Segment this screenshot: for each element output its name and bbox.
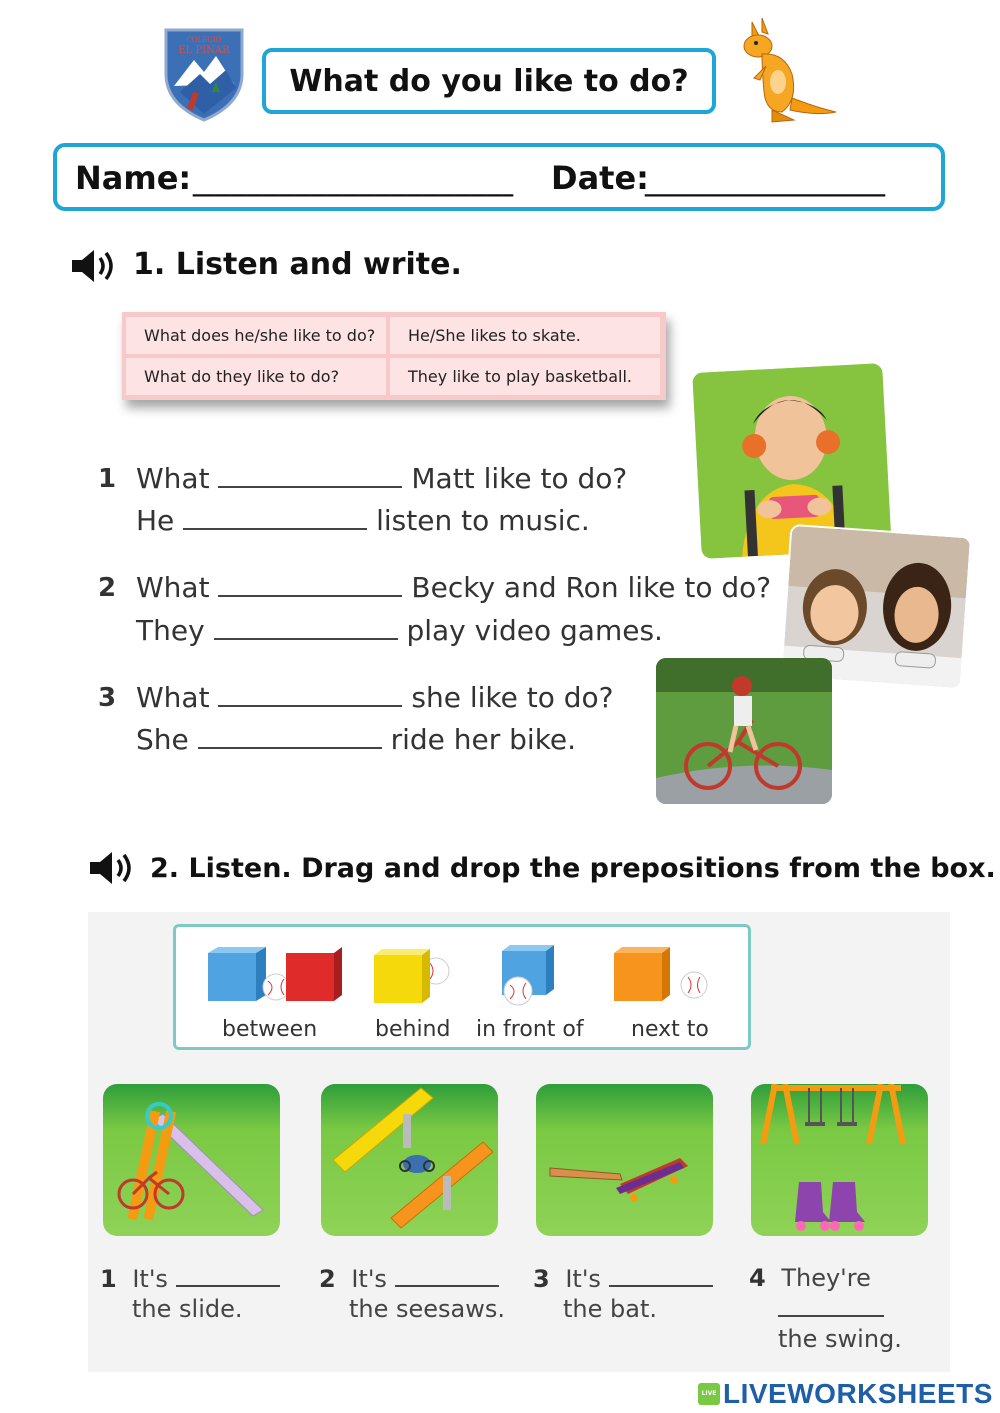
sentence-number: 3 (533, 1265, 550, 1293)
answer-line (136, 504, 590, 537)
section1-number: 1. (133, 247, 166, 282)
sentence-start: It's (565, 1265, 601, 1293)
liveworksheets-badge-icon: LIVE (698, 1383, 720, 1405)
preposition-in-front-of[interactable]: in front of (476, 1017, 584, 1042)
grammar-cell: What do they like to do? (126, 358, 386, 395)
scene-bat (536, 1084, 713, 1236)
behind-illustration (372, 947, 462, 1007)
grammar-table (122, 312, 666, 400)
exercise-number: 2 (98, 573, 117, 603)
name-date-box (53, 143, 945, 211)
preposition-drop-target[interactable] (609, 1263, 713, 1287)
question-start: What (136, 571, 210, 604)
question-end: Matt like to do? (411, 462, 628, 495)
question-line (136, 681, 614, 714)
sentence-1 (100, 1263, 280, 1324)
preposition-drop-target[interactable] (778, 1293, 884, 1317)
answer-start: They (136, 614, 205, 647)
section2-title: Listen. Drag and drop the prepositions from the box. (188, 853, 996, 884)
in-front-of-illustration (496, 943, 566, 1009)
preposition-drop-target[interactable] (395, 1263, 499, 1287)
exercise-number: 3 (98, 683, 117, 713)
sentence-end: the slide. (132, 1295, 243, 1323)
answer-blank[interactable] (183, 506, 367, 530)
logo-text-main: EL PINAR (178, 45, 230, 56)
sentence-end: the seesaws. (349, 1295, 506, 1323)
answer-end: ride her bike. (390, 723, 577, 756)
section1-title: Listen and write. (175, 247, 462, 282)
preposition-box (173, 924, 751, 1050)
grammar-cell: They like to play basketball. (390, 358, 660, 395)
exercise-number: 1 (98, 464, 117, 494)
question-line (136, 571, 771, 604)
question-start: What (136, 681, 210, 714)
sentence-start: It's (132, 1265, 168, 1293)
name-blank[interactable]: ____________________ (193, 159, 513, 197)
answer-blank[interactable] (198, 725, 382, 749)
scene-seesaws (321, 1084, 498, 1236)
date-blank[interactable]: _______________ (645, 159, 885, 197)
section1-heading (133, 247, 462, 282)
preposition-between[interactable]: between (222, 1017, 318, 1042)
liveworksheets-brand: LIVEWORKSHEETS (723, 1378, 993, 1409)
preposition-behind[interactable]: behind (375, 1017, 451, 1042)
between-illustration (206, 947, 346, 1007)
answer-blank[interactable] (218, 683, 402, 707)
sentence-end: the swing. (778, 1325, 902, 1353)
grammar-cell: He/She likes to skate. (390, 317, 660, 354)
scene-slide (103, 1084, 280, 1236)
sentence-start: They're (781, 1264, 871, 1292)
school-logo (160, 22, 248, 122)
logo-text-top: COLEGIO (186, 36, 222, 44)
photo-girl-bike (656, 658, 832, 804)
answer-blank[interactable] (218, 573, 402, 597)
question-end: she like to do? (411, 681, 614, 714)
speaker-icon[interactable] (70, 246, 122, 286)
answer-start: He (136, 504, 175, 537)
sentence-4 (749, 1263, 902, 1354)
sentence-number: 2 (319, 1265, 336, 1293)
answer-blank[interactable] (218, 464, 402, 488)
answer-line (136, 723, 576, 756)
answer-end: listen to music. (376, 504, 590, 537)
section2-number: 2. (150, 853, 180, 884)
scene-swing (751, 1084, 928, 1236)
preposition-drop-target[interactable] (176, 1263, 280, 1287)
sentence-number: 1 (100, 1265, 117, 1293)
worksheet-title: What do you like to do? (262, 48, 716, 114)
sentence-3 (533, 1263, 713, 1324)
answer-start: She (136, 723, 189, 756)
sentence-number: 4 (749, 1264, 766, 1292)
name-label: Name: (75, 159, 192, 197)
sentence-start: It's (351, 1265, 387, 1293)
section2-heading (150, 853, 996, 884)
kangaroo-mascot (732, 8, 842, 130)
answer-line (136, 614, 663, 647)
sentence-end: the bat. (563, 1295, 657, 1323)
question-end: Becky and Ron like to do? (411, 571, 772, 604)
liveworksheets-logo (698, 1378, 993, 1410)
preposition-next-to[interactable]: next to (631, 1017, 709, 1042)
answer-end: play video games. (406, 614, 663, 647)
speaker-icon[interactable] (88, 848, 140, 888)
date-label: Date: (551, 159, 649, 197)
sentence-2 (319, 1263, 505, 1324)
question-start: What (136, 462, 210, 495)
answer-blank[interactable] (214, 616, 398, 640)
next-to-illustration (612, 945, 722, 1005)
grammar-cell: What does he/she like to do? (126, 317, 386, 354)
question-line (136, 462, 627, 495)
